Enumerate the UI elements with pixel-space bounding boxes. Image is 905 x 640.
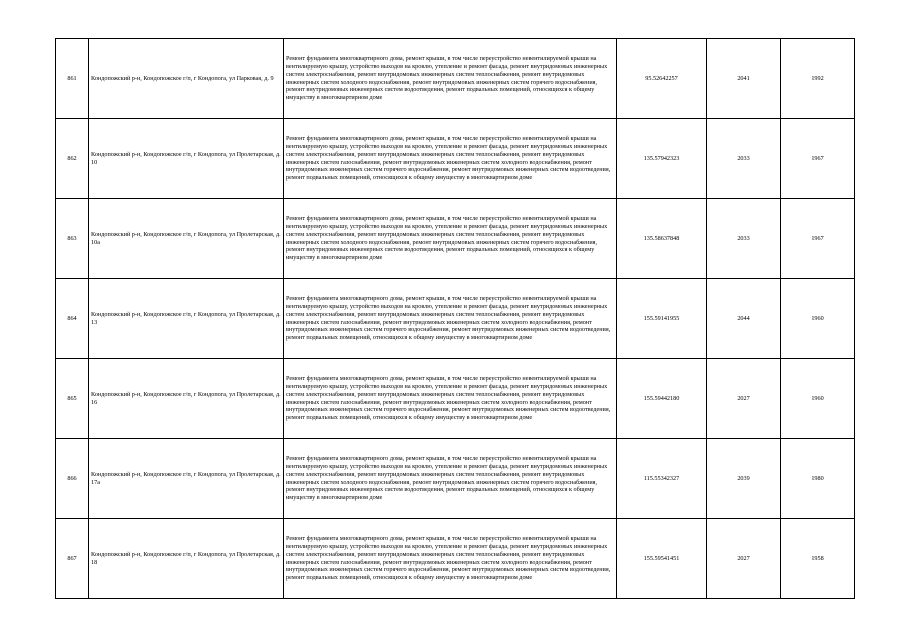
- row-number: 867: [56, 519, 89, 599]
- value-cell: 135.58637848: [617, 199, 707, 279]
- built-year-cell: 1958: [781, 519, 855, 599]
- built-year-cell: 1960: [781, 359, 855, 439]
- row-number: 863: [56, 199, 89, 279]
- built-year-cell: 1980: [781, 439, 855, 519]
- built-year-cell: 1960: [781, 279, 855, 359]
- table-row: [56, 519, 855, 599]
- table-row: [56, 279, 855, 359]
- address-cell: Кондопожский р-н, Кондопожское г/п, г Кондопога, ул Пролетарская, д. 10: [89, 119, 284, 199]
- works-cell: [284, 279, 617, 359]
- table-row: [56, 119, 855, 199]
- planned-year-cell: 2039: [707, 439, 781, 519]
- address-cell: Кондопожский р-н, Кондопожское г/п, г Кондопога, ул Пролетарская, д. 18: [89, 519, 284, 599]
- planned-year-cell: 2044: [707, 279, 781, 359]
- works-cell: [284, 519, 617, 599]
- works-cell: [284, 359, 617, 439]
- table-row: [56, 199, 855, 279]
- table-body: [56, 39, 855, 599]
- row-number: 862: [56, 119, 89, 199]
- works-cell: [284, 439, 617, 519]
- value-cell: 115.55342327: [617, 439, 707, 519]
- row-number: 866: [56, 439, 89, 519]
- works-text: Ремонт фундамента многоквартирного дома, ремонт крыши, в том числе переустройство невентилируемой крыши на вентилируемую крышу, устройство выходов на кровлю, утепление и ремонт фасада, ремонт внутридомовых инженерных систем электроснабжения, ремонт внутридомовых инженерных систем теплоснабжения, ремонт внутридомовых инженерных систем холодного водоснабжения, ремонт внутридомовых инженерных систем горячего водоснабжения, ремонт внутридомовых инженерных систем водоотведения, ремонт подвальных помещений, относящихся к общему имуществу в многоквартирном доме: [286, 54, 608, 102]
- document-table: [55, 38, 855, 599]
- address-cell: Кондопожский р-н, Кондопожское г/п, г Кондопога, ул Пролетарская, д. 10а: [89, 199, 284, 279]
- table-row: [56, 439, 855, 519]
- works-text: Ремонт фундамента многоквартирного дома, ремонт крыши, в том числе переустройство невентилируемой крыши на вентилируемую крышу, устройство выходов на кровлю, утепление и ремонт фасада, ремонт внутридомовых инженерных систем электроснабжения, ремонт внутридомовых инженерных систем теплоснабжения, ремонт внутридомовых инженерных систем газоснабжения, ремонт внутридомовых инженерных систем холодного водоснабжения, ремонт внутридомовых инженерных систем горячего водоснабжения, ремонт внутридомовых инженерных систем водоотведения, ремонт подвальных помещений, относящихся к общему имуществу в многоквартирном доме: [286, 134, 611, 182]
- works-text: Ремонт фундамента многоквартирного дома, ремонт крыши, в том числе переустройство невентилируемой крыши на вентилируемую крышу, устройство выходов на кровлю, утепление и ремонт фасада, ремонт внутридомовых инженерных систем электроснабжения, ремонт внутридомовых инженерных систем теплоснабжения, ремонт внутридомовых инженерных систем газоснабжения, ремонт внутридомовых инженерных систем холодного водоснабжения, ремонт внутридомовых инженерных систем горячего водоснабжения, ремонт внутридомовых инженерных систем водоотведения, ремонт подвальных помещений, относящихся к общему имуществу в многоквартирном доме: [286, 374, 611, 422]
- address-cell: Кондопожский р-н, Кондопожское г/п, г Кондопога, ул Парковая, д. 9: [89, 39, 284, 119]
- planned-year-cell: 2027: [707, 519, 781, 599]
- planned-year-cell: 2033: [707, 119, 781, 199]
- built-year-cell: 1967: [781, 199, 855, 279]
- planned-year-cell: 2041: [707, 39, 781, 119]
- address-cell: Кондопожский р-н, Кондопожское г/п, г Кондопога, ул Пролетарская, д. 13: [89, 279, 284, 359]
- planned-year-cell: 2033: [707, 199, 781, 279]
- table-row: [56, 39, 855, 119]
- built-year-cell: 1967: [781, 119, 855, 199]
- works-cell: [284, 119, 617, 199]
- works-text: Ремонт фундамента многоквартирного дома, ремонт крыши, в том числе переустройство невентилируемой крыши на вентилируемую крышу, устройство выходов на кровлю, утепление и ремонт фасада, ремонт внутридомовых инженерных систем электроснабжения, ремонт внутридомовых инженерных систем теплоснабжения, ремонт внутридомовых инженерных систем газоснабжения, ремонт внутридомовых инженерных систем холодного водоснабжения, ремонт внутридомовых инженерных систем горячего водоснабжения, ремонт внутридомовых инженерных систем водоотведения, ремонт подвальных помещений, относящихся к общему имуществу в многоквартирном доме: [286, 534, 611, 582]
- works-text: Ремонт фундамента многоквартирного дома, ремонт крыши, в том числе переустройство невентилируемой крыши на вентилируемую крышу, устройство выходов на кровлю, утепление и ремонт фасада, ремонт внутридомовых инженерных систем электроснабжения, ремонт внутридомовых инженерных систем теплоснабжения, ремонт внутридомовых инженерных систем газоснабжения, ремонт внутридомовых инженерных систем холодного водоснабжения, ремонт внутридомовых инженерных систем горячего водоснабжения, ремонт внутридомовых инженерных систем водоотведения, ремонт подвальных помещений, относящихся к общему имуществу в многоквартирном доме: [286, 294, 611, 342]
- row-number: 861: [56, 39, 89, 119]
- value-cell: 155.59141955: [617, 279, 707, 359]
- value-cell: 155.59541451: [617, 519, 707, 599]
- value-cell: 135.57942323: [617, 119, 707, 199]
- row-number: 864: [56, 279, 89, 359]
- works-text: Ремонт фундамента многоквартирного дома, ремонт крыши, в том числе переустройство невентилируемой крыши на вентилируемую крышу, устройство выходов на кровлю, утепление и ремонт фасада, ремонт внутридомовых инженерных систем электроснабжения, ремонт внутридомовых инженерных систем теплоснабжения, ремонт внутридомовых инженерных систем холодного водоснабжения, ремонт внутридомовых инженерных систем горячего водоснабжения, ремонт внутридомовых инженерных систем водоотведения, ремонт подвальных помещений, относящихся к общему имуществу в многоквартирном доме: [286, 214, 608, 262]
- works-cell: [284, 39, 617, 119]
- row-number: 865: [56, 359, 89, 439]
- planned-year-cell: 2027: [707, 359, 781, 439]
- built-year-cell: 1992: [781, 39, 855, 119]
- value-cell: 155.59442180: [617, 359, 707, 439]
- value-cell: 95.52642257: [617, 39, 707, 119]
- table-row: [56, 359, 855, 439]
- works-text: Ремонт фундамента многоквартирного дома, ремонт крыши, в том числе переустройство невентилируемой крыши на вентилируемую крышу, устройство выходов на кровлю, утепление и ремонт фасада, ремонт внутридомовых инженерных систем электроснабжения, ремонт внутридомовых инженерных систем теплоснабжения, ремонт внутридомовых инженерных систем холодного водоснабжения, ремонт внутридомовых инженерных систем горячего водоснабжения, ремонт внутридомовых инженерных систем водоотведения, ремонт подвальных помещений, относящихся к общему имуществу в многоквартирном доме: [286, 454, 608, 502]
- address-cell: Кондопожский р-н, Кондопожское г/п, г Кондопога, ул Пролетарская, д. 16: [89, 359, 284, 439]
- address-cell: Кондопожский р-н, Кондопожское г/п, г Кондопога, ул Пролетарская, д. 17а: [89, 439, 284, 519]
- works-cell: [284, 199, 617, 279]
